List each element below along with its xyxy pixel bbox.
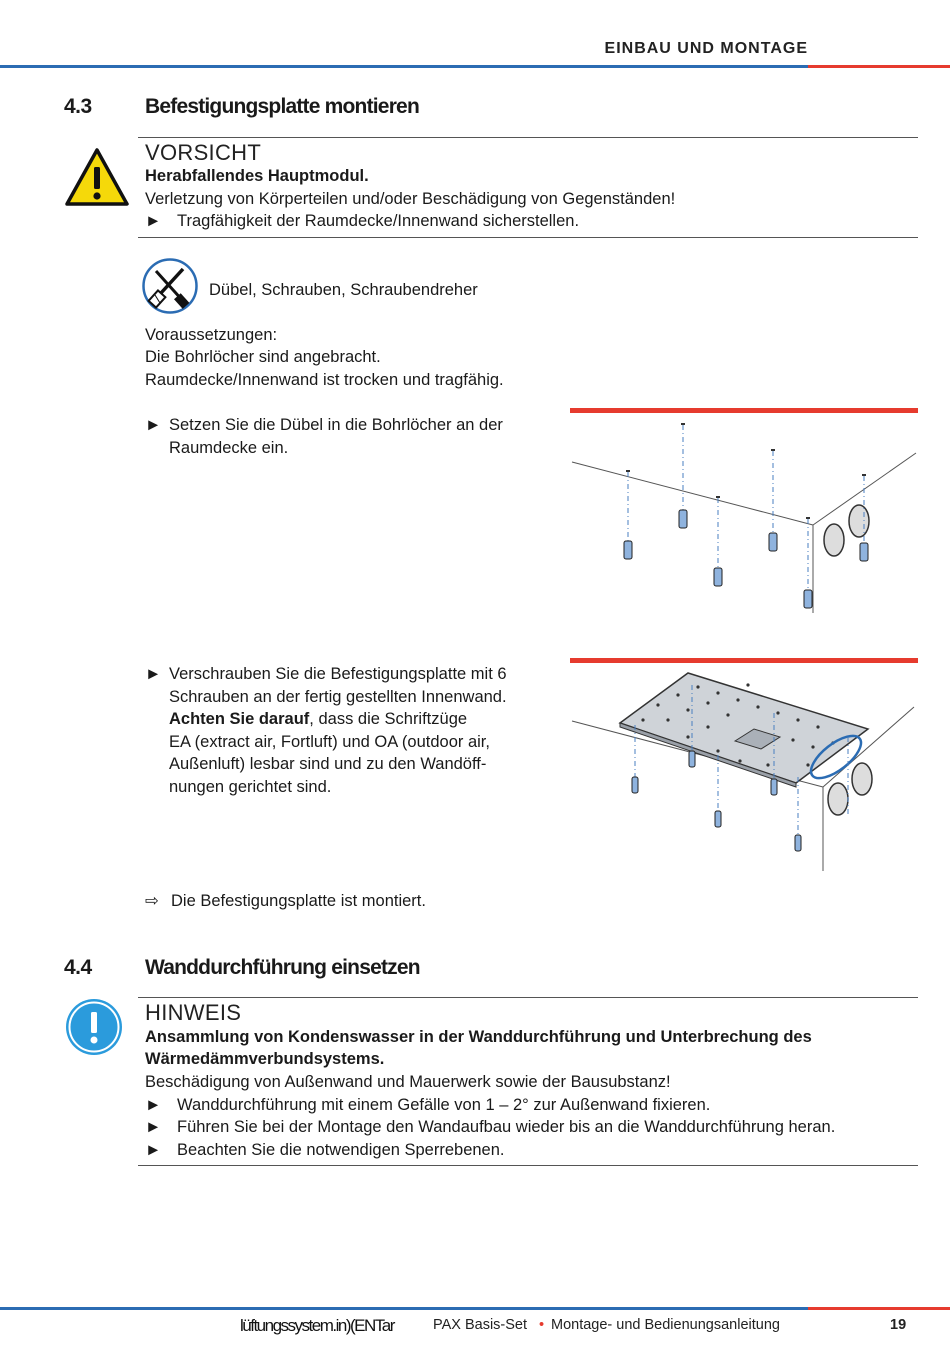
page-number: 19 [890,1317,907,1333]
step-2 [145,663,507,799]
footer-product: PAX Basis-Set [433,1317,528,1333]
bullet-arrow-icon: ► [145,212,162,230]
info-exclamation-icon [65,998,123,1056]
caution-measure [145,210,579,233]
figure-mounting-plate [568,665,918,875]
warning-triangle-icon [64,147,130,207]
section-title: Wanddurchführung einsetzen [145,956,420,979]
footer-separator: • [539,1317,545,1333]
step-2-line: nungen gerichtet sind. [169,777,332,796]
bullet-arrow-icon: ► [145,1096,162,1114]
bullet-arrow-icon: ► [145,665,162,683]
notice-measure [145,1094,710,1117]
tools-icon [141,257,199,315]
header-rule-red [808,65,950,68]
notice-measure-text: Führen Sie bei der Montage den Wandaufbau wieder bis an die Wanddurchführung heran. [177,1118,836,1136]
step-1 [145,414,503,459]
bullet-arrow-icon: ► [145,1141,162,1159]
prerequisite-item: Die Bohrlöcher sind angebracht. [145,348,381,366]
figure-2-bar [570,658,918,663]
prerequisite-item: Raumdecke/Innenwand ist trocken und tragfähig. [145,371,504,389]
prerequisites-heading: Voraussetzungen: [145,326,278,344]
footer-doc-title: Montage- und Bedienungsanleitung [551,1317,780,1333]
tools-list: Dübel, Schrauben, Schraubendreher [209,281,478,299]
notice-top-rule [138,997,918,998]
footer-rule-red [808,1307,950,1310]
caution-measure-text: Tragfähigkeit der Raumdecke/Innenwand sicherstellen. [177,212,580,230]
step-2-line: EA (extract air, Fortluft) und OA (outdoor air, [169,732,490,751]
notice-measure [145,1139,505,1162]
footer-logo: lüftungssystem.in)(ENTar [240,1316,394,1335]
notice-hazard: Ansammlung von Kondenswasser in der Wanddurchführung und Unterbrechung des [145,1028,812,1046]
notice-measure-text: Wanddurchführung mit einem Gefälle von 1 – 2° zur Außenwand fixieren. [177,1096,711,1114]
caution-consequence: Verletzung von Körperteilen und/oder Beschädigung von Gegenständen! [145,190,676,208]
step-2-line: Außenluft) lesbar sind und zu den Wandöff- [169,755,487,774]
step-2-line: Schrauben an der fertig gestellten Innenwand. [169,687,507,706]
running-header: EINBAU UND MONTAGE [604,40,808,57]
step-2-line: Verschrauben Sie die Befestigungsplatte mit 6 [169,665,507,683]
result-arrow-icon: ⇨ [145,892,159,910]
notice-signal-word: HINWEIS [145,1000,242,1025]
notice-measure-text: Beachten Sie die notwendigen Sperrebenen. [177,1141,505,1159]
notice-hazard: Wärmedämmverbundsystems. [145,1050,385,1068]
notice-consequence: Beschädigung von Außenwand und Mauerwerk sowie der Bausubstanz! [145,1073,671,1091]
step-2-line [169,708,507,731]
caution-bottom-rule [138,237,918,238]
notice-measure [145,1116,835,1139]
step-1-line: Setzen Sie die Dübel in die Bohrlöcher an der [169,416,503,434]
figure-ceiling-dowels [568,415,918,615]
section-title: Befestigungsplatte montieren [145,95,419,118]
notice-bottom-rule [138,1165,918,1166]
bullet-arrow-icon: ► [145,1118,162,1136]
step-2-emphasis-rest: , dass die Schriftzüge [309,710,468,729]
caution-top-rule [138,137,918,138]
header-rule-blue [0,65,808,68]
step-2-emphasis: Achten Sie darauf [169,710,310,729]
result-row [145,890,426,913]
figure-1-bar [570,408,918,413]
footer-rule-blue [0,1307,808,1310]
caution-hazard: Herabfallendes Hauptmodul. [145,167,369,185]
step-1-line: Raumdecke ein. [169,438,289,457]
result-text: Die Befestigungsplatte ist montiert. [171,892,426,910]
section-number: 4.3 [64,95,92,118]
caution-signal-word: VORSICHT [145,140,262,165]
section-number: 4.4 [64,956,92,979]
bullet-arrow-icon: ► [145,416,162,434]
